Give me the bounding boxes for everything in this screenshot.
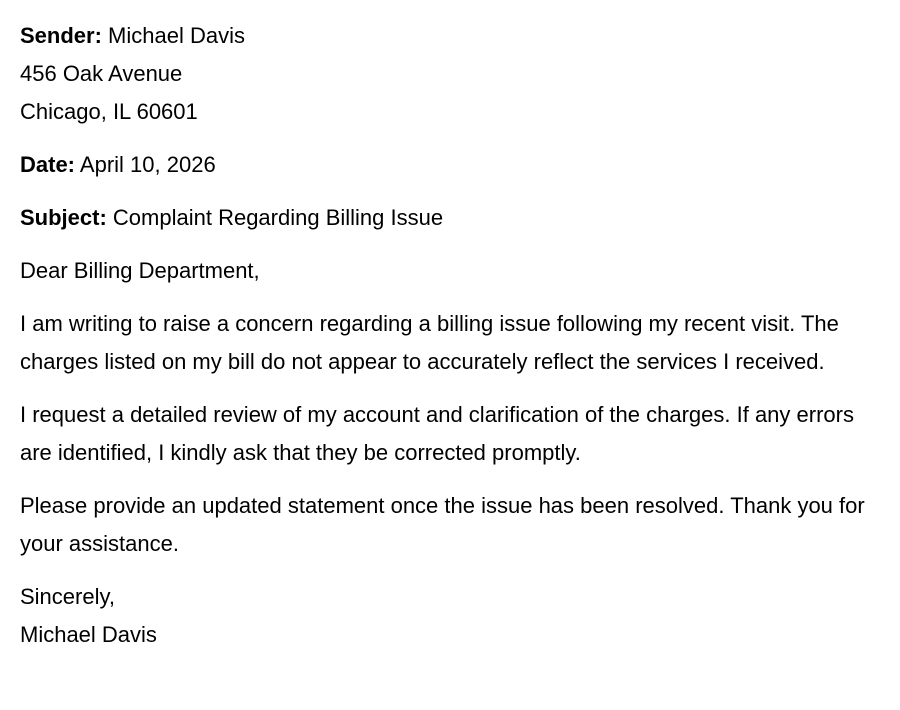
closing: Sincerely, [20, 584, 115, 609]
sender-address-line1: 456 Oak Avenue [20, 61, 183, 86]
sender-label: Sender: [20, 23, 102, 48]
subject-label: Subject: [20, 205, 107, 230]
sender-block [20, 17, 880, 131]
signature-name: Michael Davis [20, 622, 157, 647]
sender-address-line2: Chicago, IL 60601 [20, 99, 198, 124]
subject-line [20, 199, 880, 237]
date-line [20, 146, 880, 184]
sender-name: Michael Davis [108, 23, 245, 48]
body-paragraph-3: Please provide an updated statement once the issue has been resolved. Thank you for your assistance. [20, 493, 865, 556]
salutation: Dear Billing Department, [20, 258, 260, 283]
body-paragraph-1: I am writing to raise a concern regarding a billing issue following my recent visit. The charges listed on my bill do not appear to accurately reflect the services I received. [20, 311, 839, 374]
sender-line [20, 17, 880, 55]
date-label: Date: [20, 152, 76, 177]
date-value: April 10, 2026 [79, 152, 216, 177]
subject-value: Complaint Regarding Billing Issue [112, 205, 444, 230]
body-paragraph-2: I request a detailed review of my account and clarification of the charges. If any errors are identified, I kindly ask that they be corrected promptly. [20, 402, 854, 465]
